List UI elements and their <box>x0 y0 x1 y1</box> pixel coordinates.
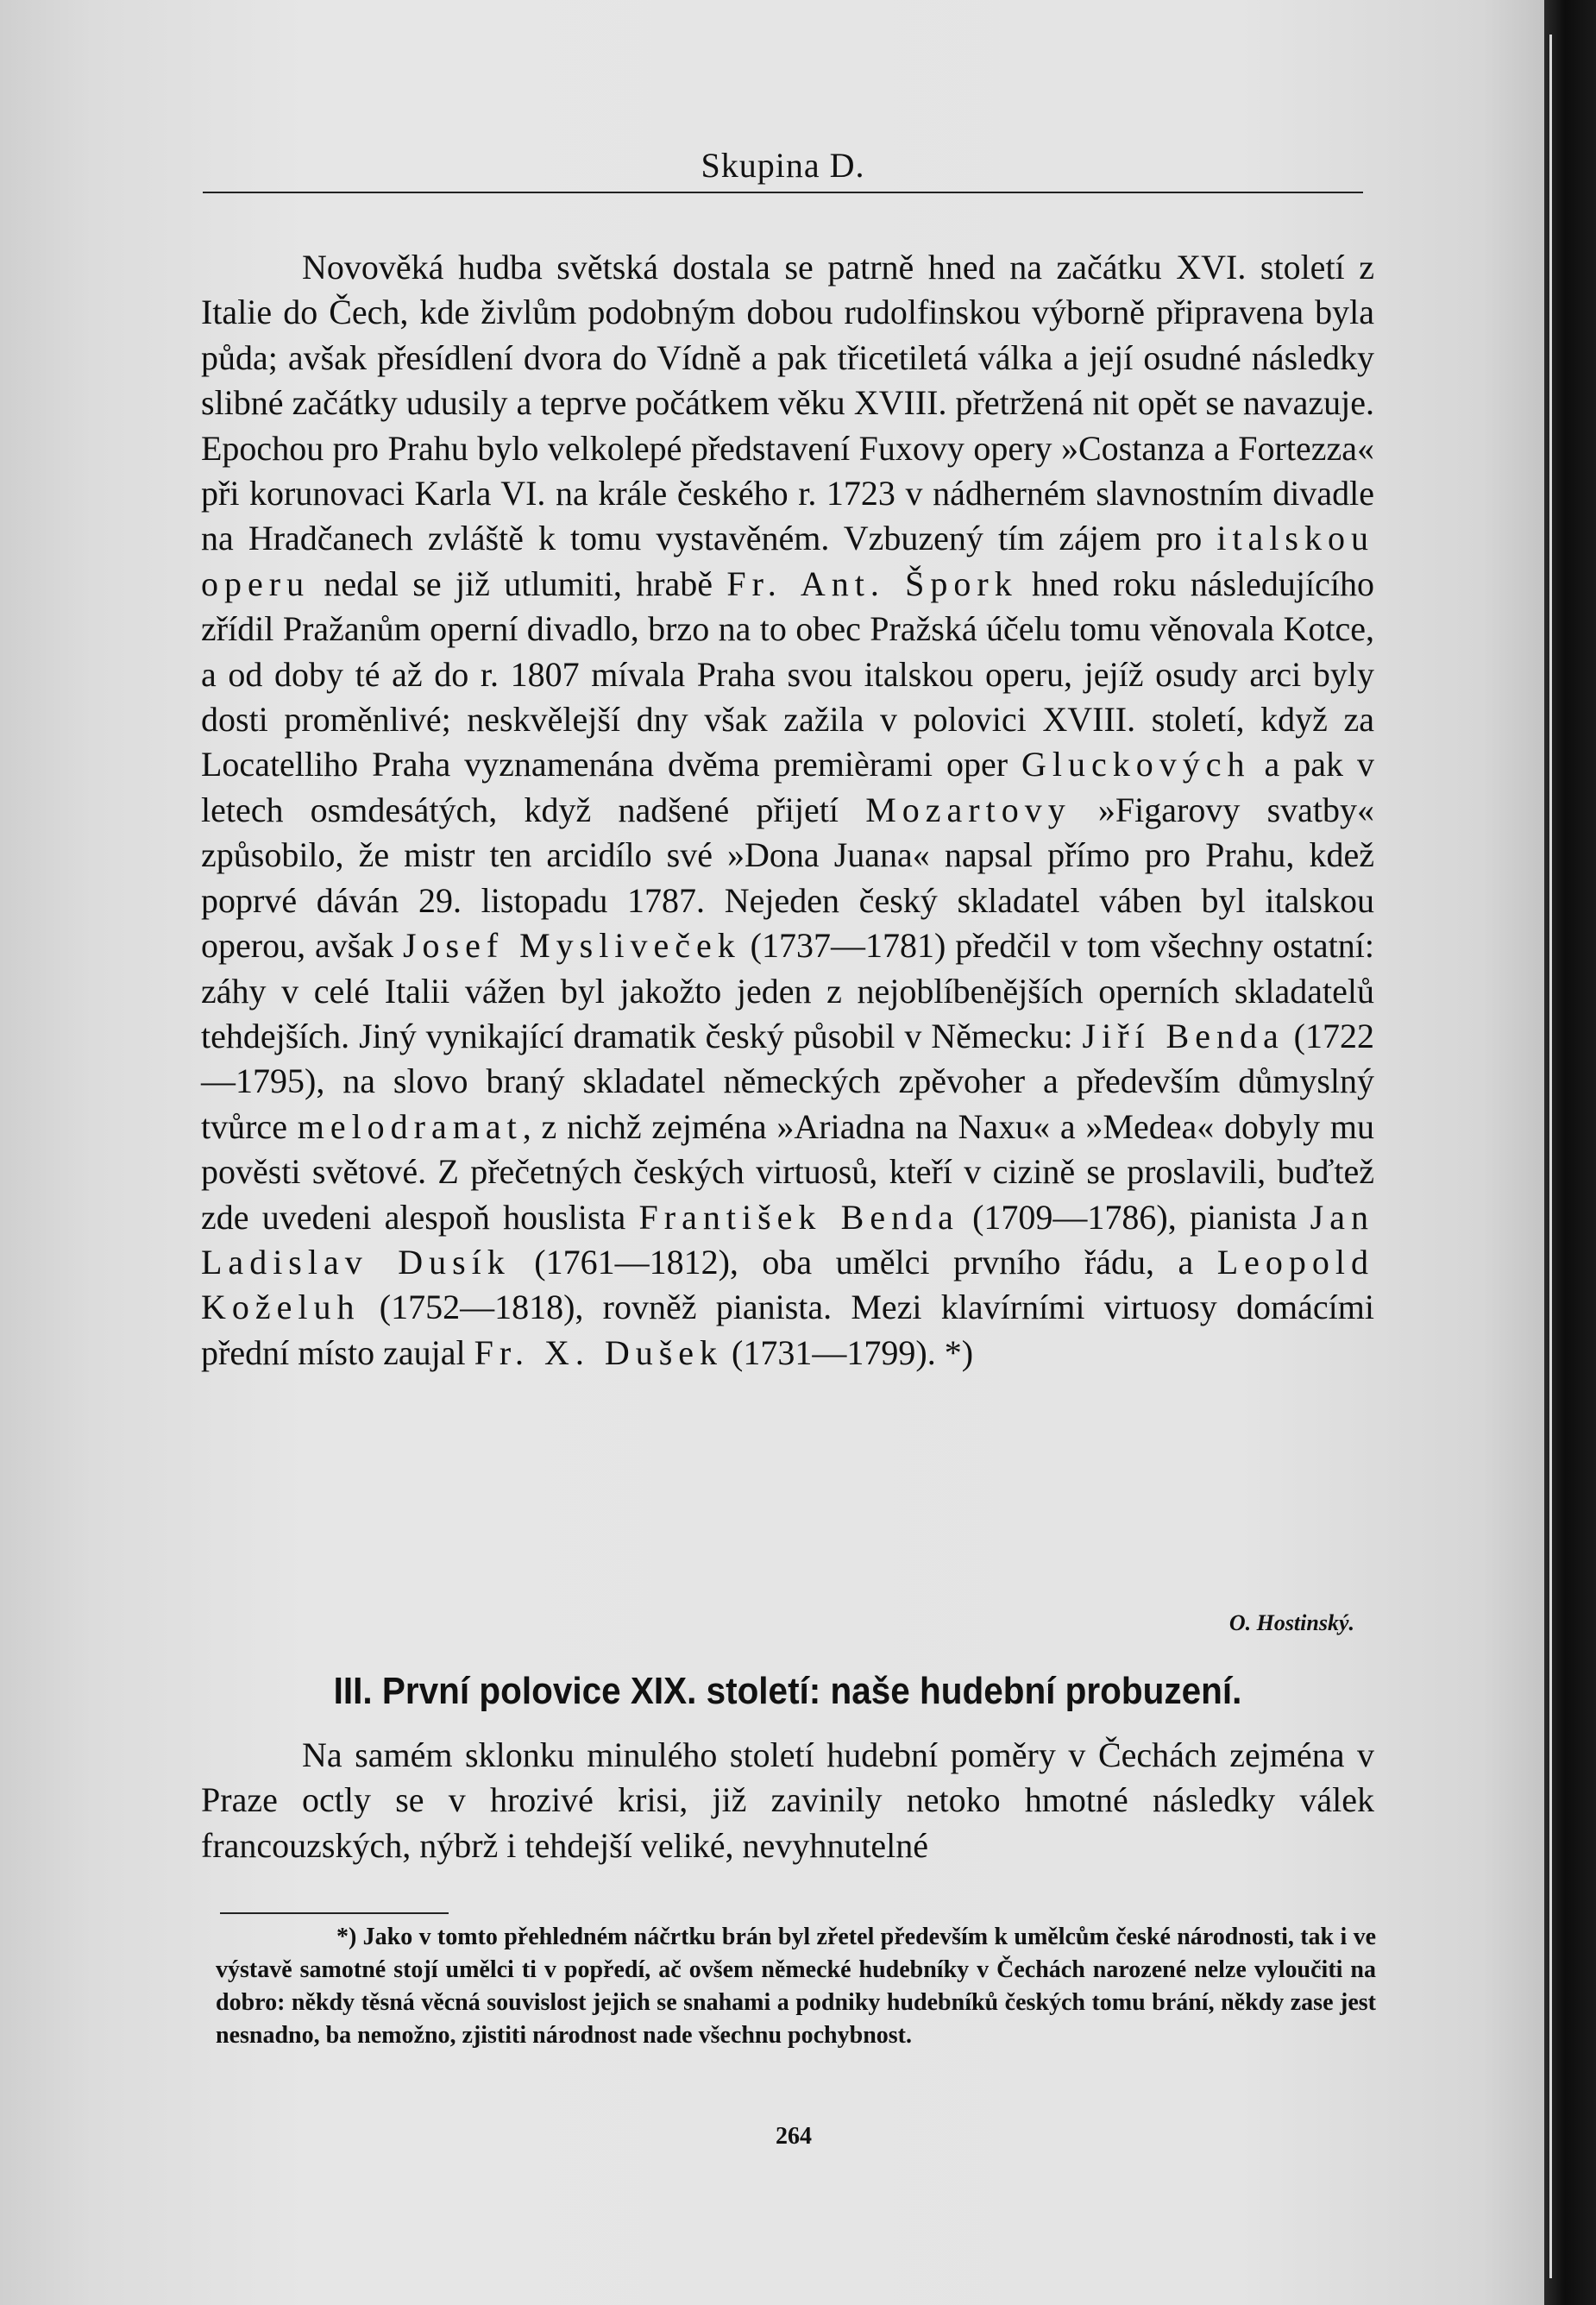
spaced-emphasis: Josef Mysliveček <box>402 926 741 966</box>
author-signature: O. Hostinský. <box>1228 1610 1354 1635</box>
text-run: (1752—1818), rovněž pianista. Mezi klavírními virtuosy domácími přední místo zaujal <box>201 1288 1374 1372</box>
footnote-rule <box>220 1912 449 1914</box>
running-head: Skupina D. <box>701 146 865 185</box>
page-edge-line <box>1549 35 1552 2278</box>
text-run: »Figarovy svatby« způsobilo, že mistr ten arcidílo své »Dona Juana« napsal přímo pro Prahu, kdež poprvé dáván 29. listopadu 1787. Nejeden český skladatel váben byl italskou operou, avšak <box>201 790 1374 966</box>
text-run: Novověká hudba světská dostala se patrně hned na začátku XVI. století z Italie do Čech, kde živlům podobným dobou rudolfinskou výborně připravena byla půda; avšak přesídlení dvora do Vídně a pak třicetiletá válka a její osudné následky slibné začátky udusily a teprve počátkem věku XVIII. přetržená nit opět se navazuje. Epochou pro Prahu bylo velkolepé představení Fuxovy opery »Costanza a Fortezza« při korunovaci Karla VI. na krále českého r. 1723 v nádherném slavnostním divadle na Hradčanech zvláště k tomu vystavěném. Vzbuzený tím zájem pro <box>201 248 1374 558</box>
spaced-emphasis: italskou operu <box>201 519 1374 603</box>
footnote-text: *) Jako v tomto přehledném náčrtku brán byl zřetel především k umělcům české národnosti, tak i ve výstavě samotné stojí umělci ti v popředí, ač ovšem německé hudebníky v Čechách narozené nelze vyloučiti na dobro: někdy těsná věcná souvislost jejich se snahami a podniky hudebníků českých tomu brání, někdy zase jest nesnadno, ba nemožno, zjistiti národnost nade všechnu pochybnost. <box>216 1924 1376 2049</box>
spaced-emphasis: Gluckových <box>1021 745 1251 784</box>
text-run: (1737—1781) předčil v tom všechny ostatní: záhy v celé Italii vážen byl jakožto jeden z nejoblíbenějších operních skladatelů tehdejších. Jiný vynikající dramatik český působil v Německu: <box>201 926 1374 1055</box>
text-run: (1761—1812), oba umělci prvního řádu, a <box>510 1242 1217 1282</box>
text-run: , z nichž zejména »Ariadna na Naxu« a »Medea« dobyly mu pověsti světové. Z přečetných českých virtuosů, kteří v cizině se proslavili, buďtež zde uvedeni alespoň houslista <box>201 1106 1374 1237</box>
spaced-emphasis: Leopold Koželuh <box>201 1242 1374 1327</box>
footnote <box>216 1921 1376 2052</box>
text-run: hned roku následujícího zřídil Pražanům operní divadlo, brzo na to obec Pražská účelu tomu věnovala Kotce, a od doby té až do r. 1807 mívala Praha svou italskou operu, jejíž osudy arci byly dosti proměnlivé; neskvělejší dny však zažila v polovici XVIII. století, když za Locatelliho Praha vyznamenána dvěma premièrami oper <box>201 564 1375 784</box>
spaced-emphasis: František Benda <box>638 1197 959 1237</box>
body-paragraph-2: Na samém sklonku minulého století hudební poměry v Čechách zejména v Praze octly se v hrozivé krisi, již zavinily netoko hmotné následky válek francouzských, nýbrž i tehdejší veliké, nevyhnutelné <box>201 1735 1374 1865</box>
page-number: 264 <box>776 2123 812 2150</box>
text-run: nedal se již utlumiti, hrabě <box>310 564 727 603</box>
spaced-emphasis: Fr. X. Dušek <box>474 1332 724 1372</box>
text-run: (1722—1795), na slovo braný skladatel německých zpěvoher a především důmyslný tvůrce <box>201 1016 1374 1146</box>
spaced-emphasis: melodramat <box>297 1106 523 1146</box>
text-run: (1731—1799). *) <box>723 1332 974 1372</box>
text-run: (1709—1786), pianista <box>958 1197 1310 1237</box>
spaced-emphasis: Mozartovy <box>865 790 1071 829</box>
spaced-emphasis: Fr. Ant. Špork <box>726 564 1018 603</box>
section-heading: III. První polovice XIX. století: naše hudební probuzení. <box>333 1670 1242 1712</box>
text-run: a pak v letech osmdesátých, když nadšené přijetí <box>201 745 1374 829</box>
header-rule <box>203 192 1363 193</box>
spaced-emphasis: Jan Ladislav Dusík <box>201 1197 1374 1282</box>
binding-edge <box>1544 0 1596 2305</box>
spaced-emphasis: Jiří Benda <box>1082 1016 1285 1055</box>
body-paragraph-1 <box>201 245 1374 1376</box>
